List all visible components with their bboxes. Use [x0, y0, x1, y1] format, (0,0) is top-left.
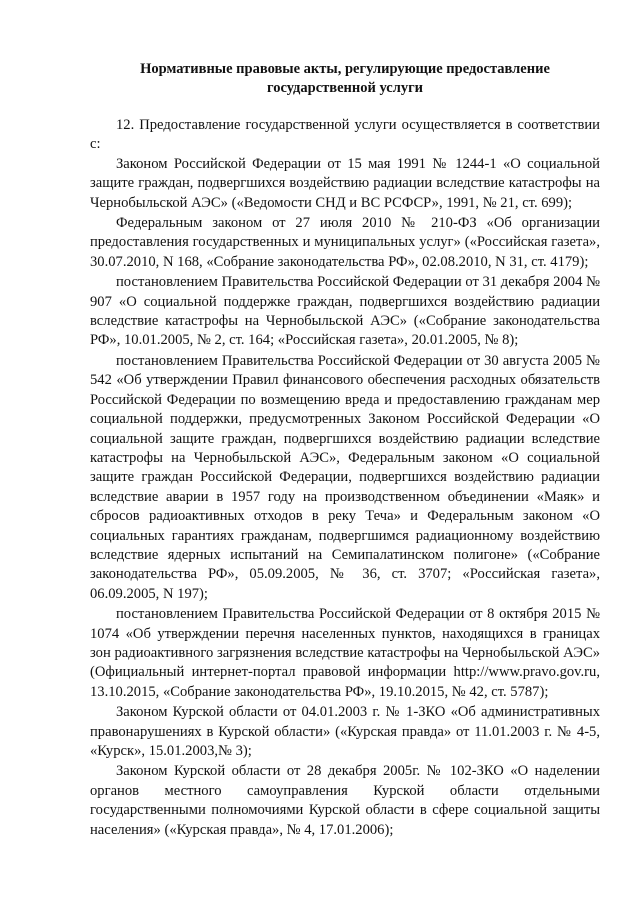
paragraph-resolution-907: постановлением Правительства Российской Федерации от 31 декабря 2004 № 907 «О социальной поддержке граждан, подвергшихся воздействию радиации вследствие катастрофы на Чернобыльской АЭС» («Собрание законодательства РФ», 10.01.2005, № 2, ст. 164; «Российская газета», 20.01.2005, № 8); [90, 274, 600, 349]
paragraph-law-210-fz: Федеральным законом от 27 июля 2010 № 210-ФЗ «Об организации предоставления государственных и муниципальных услуг» («Российская газета», 30.07.2010, N 168, «Собрание законодательства РФ», 02.08.2010, N 31, ст. 4179); [90, 215, 600, 270]
paragraph-law-1244-1: Законом Российской Федерации от 15 мая 1991 № 1244-1 «О социальной защите граждан, подвергшихся воздействию радиации вследствие катастрофы на Чернобыльской АЭС» («Ведомости СНД и ВС РСФСР», 1991, № 21, ст. 699); [90, 155, 600, 211]
title-line-2: государственной услуги [266, 80, 424, 96]
paragraph-kursk-law-1-zko: Законом Курской области от 04.01.2003 г. № 1-ЗКО «Об административных правонарушениях в Курской области» («Курская правда» от 11.01.2003 г. № 4-5, «Курск», 15.01.2003,№ 3); [90, 704, 600, 759]
title-line-1: Нормативные правовые акты, регулирующие предоставление [140, 61, 550, 77]
paragraph-resolution-542: постановлением Правительства Российской Федерации от 30 августа 2005 № 542 «Об утверждении Правил финансового обеспечения расходных обязательств Российской Федерации по возмещению вреда и предоставлению гражданам мер социальной поддержки, предусмотренных Законом Российской Федерации «О социальной защите граждан, подвергшихся воздействию радиации вследствие катастрофы на Чернобыльской АЭС», Федеральным законом «О социальной защите граждан Российской Федерации, подвергшихся воздействию радиации вследствие аварии в 1957 году на производственном объединении «Маяк» и сбросов радиоактивных отходов в реку Теча» и Федеральным законом «О социальных гарантиях гражданам, подвергшимся радиационному воздействию вследствие ядерных испытаний на Семипалатинском полигоне» («Собрание законодательства РФ», 05.09.2005, № 36, ст. 3707; «Российская газета», 06.09.2005, N 197); [90, 352, 600, 602]
paragraph-12-intro: 12. Предоставление государственной услуги осуществляется в соответствии с: [90, 117, 600, 153]
paragraph-kursk-law-102-zko: Законом Курской области от 28 декабря 2005г. № 102-ЗКО «О наделении органов местного самоуправления Курской области отдельными государственными полномочиями Курской области в сфере социальной защиты населения» («Курская правда», № 4, 17.01.2006); [90, 763, 600, 838]
document-title [90, 60, 600, 98]
paragraph-resolution-1074: постановлением Правительства Российской Федерации от 8 октября 2015 № 1074 «Об утверждении перечня населенных пунктов, находящихся в границах зон радиоактивного загрязнения вследствие катастрофы на Чернобыльской АЭС» (Официальный интернет-портал правовой информации http://www.pravo.gov.ru, 13.10.2015, «Собрание законодательства РФ», 19.10.2015, № 42, ст. 5787); [90, 606, 600, 700]
